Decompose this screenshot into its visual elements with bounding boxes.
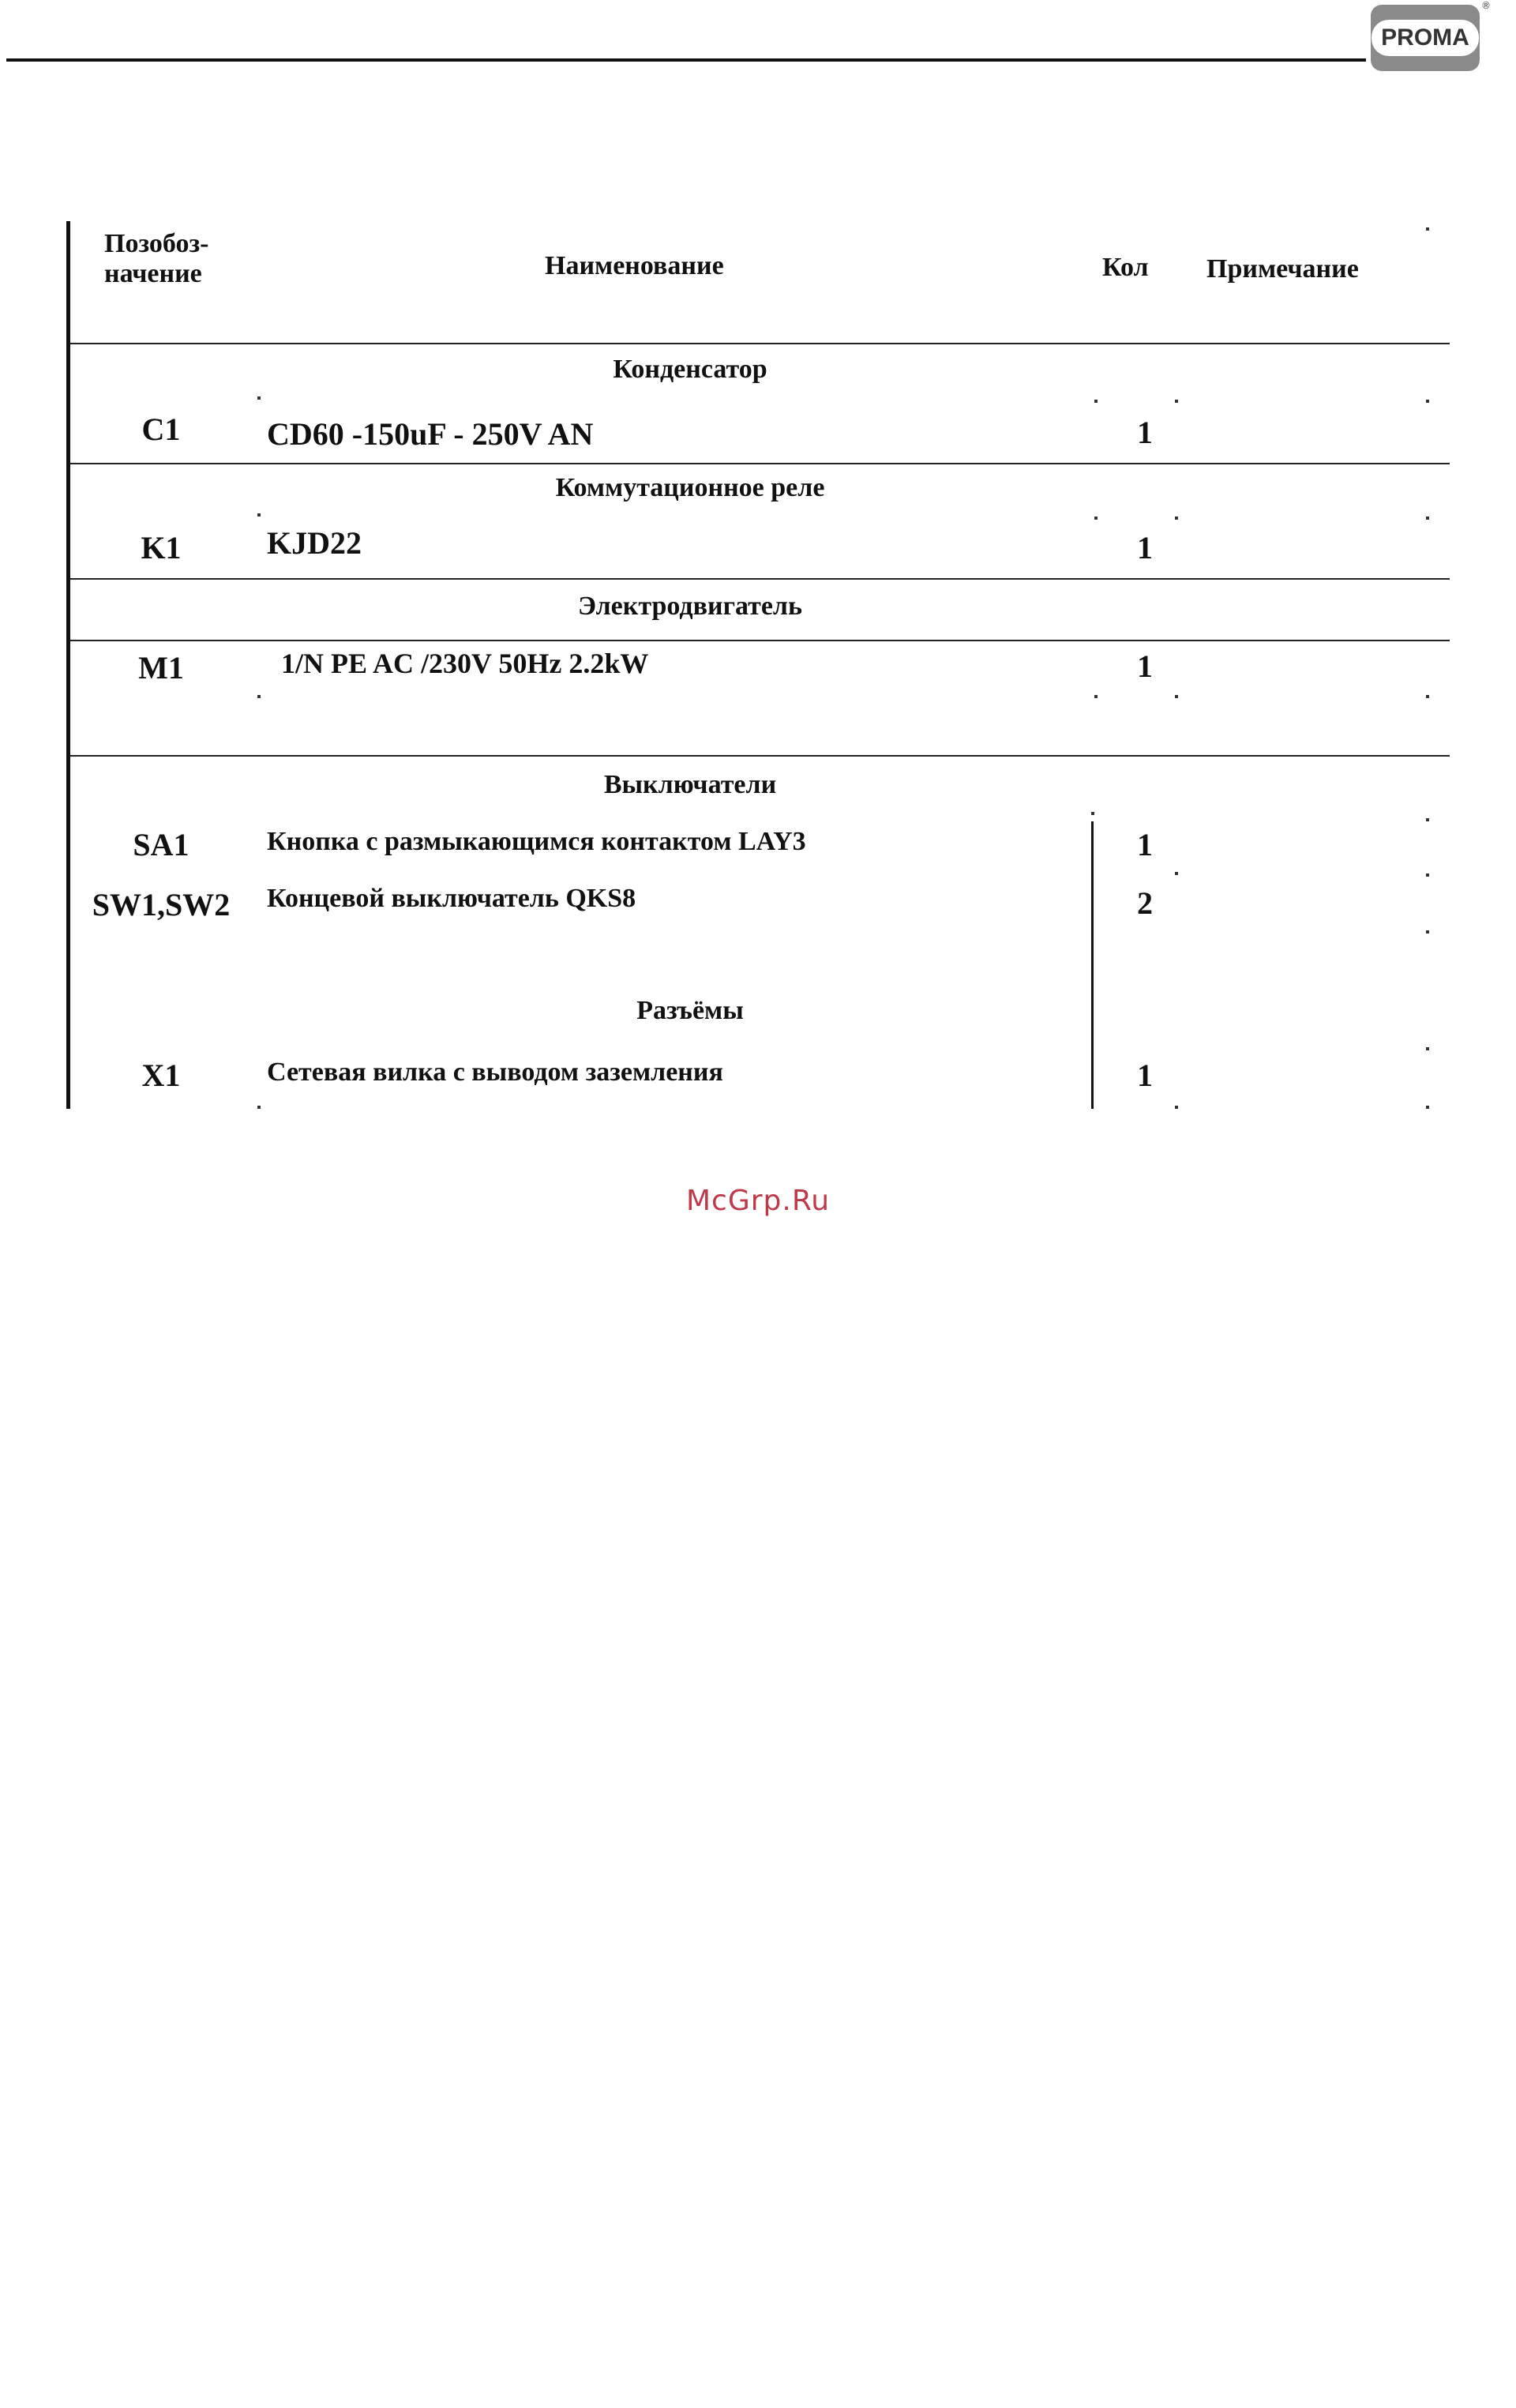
scan-speck <box>1426 818 1429 821</box>
proma-logo <box>1371 5 1480 71</box>
header-rule <box>6 58 1366 62</box>
row-qty: 2 <box>1137 885 1153 921</box>
row-divider <box>69 755 1450 757</box>
qty-column-border <box>1091 821 1094 1109</box>
scan-speck <box>1175 400 1178 403</box>
scan-speck <box>257 1106 261 1109</box>
scan-speck <box>1426 227 1429 231</box>
scan-speck <box>1094 695 1098 698</box>
header-note: Примечание <box>1206 254 1359 284</box>
row-name: Концевой выключатель QKS8 <box>267 884 636 913</box>
row-name: KJD22 <box>267 525 362 561</box>
row-name: CD60 -150uF - 250V AN <box>267 416 594 452</box>
scan-speck <box>1426 400 1429 403</box>
row-name: Кнопка с размыкающимся контактом LAY3 <box>267 827 806 856</box>
row-divider <box>69 463 1450 464</box>
row-name: Сетевая вилка с выводом заземления <box>267 1057 723 1087</box>
parts-list-table <box>66 221 1450 1109</box>
scan-speck <box>1426 930 1429 934</box>
row-designation: SA1 <box>133 827 190 862</box>
section-title: Выключатели <box>603 770 777 799</box>
watermark: McGrp.Ru <box>685 1185 831 1217</box>
header-name: Наименование <box>545 251 724 280</box>
scan-speck <box>1426 873 1429 877</box>
scan-speck <box>1426 695 1429 698</box>
row-designation: M1 <box>138 650 184 686</box>
row-qty: 1 <box>1137 827 1153 862</box>
scan-speck <box>1426 1047 1429 1050</box>
row-designation: K1 <box>141 530 182 565</box>
scan-speck <box>1094 517 1098 520</box>
section-title: Коммутационное реле <box>555 473 825 502</box>
logo-text: PROMA <box>1372 20 1479 56</box>
scan-speck <box>257 513 261 517</box>
row-name: 1/N PE AC /230V 50Hz 2.2kW <box>281 648 649 679</box>
scan-speck <box>1175 1106 1178 1109</box>
row-divider <box>69 578 1450 580</box>
row-designation: X1 <box>141 1057 181 1093</box>
row-qty: 1 <box>1137 415 1153 450</box>
scan-speck <box>1426 517 1429 520</box>
scan-speck <box>257 695 261 698</box>
header-designation-line-1: Позобоз- <box>104 229 209 258</box>
scan-speck <box>1091 812 1094 815</box>
row-designation: C1 <box>141 411 181 447</box>
scan-speck <box>1426 1106 1429 1109</box>
header-qty: Кол <box>1102 253 1149 282</box>
scan-speck <box>1175 517 1178 520</box>
row-designation: SW1,SW2 <box>92 887 231 922</box>
row-qty: 1 <box>1137 530 1153 565</box>
header-divider <box>69 343 1450 344</box>
registered-mark: ® <box>1481 0 1491 11</box>
header-designation <box>104 229 208 289</box>
scan-speck <box>1094 400 1098 403</box>
row-divider <box>69 640 1450 641</box>
section-title: Электродвигатель <box>578 592 802 621</box>
section-title: Конденсатор <box>613 355 767 384</box>
row-qty: 1 <box>1137 1057 1153 1093</box>
scan-speck <box>1175 695 1178 698</box>
scan-speck <box>257 396 261 400</box>
row-qty: 1 <box>1137 648 1153 684</box>
section-title: Разъёмы <box>636 996 744 1025</box>
scan-speck <box>1175 872 1178 875</box>
header-designation-line-2: начение <box>104 259 202 288</box>
